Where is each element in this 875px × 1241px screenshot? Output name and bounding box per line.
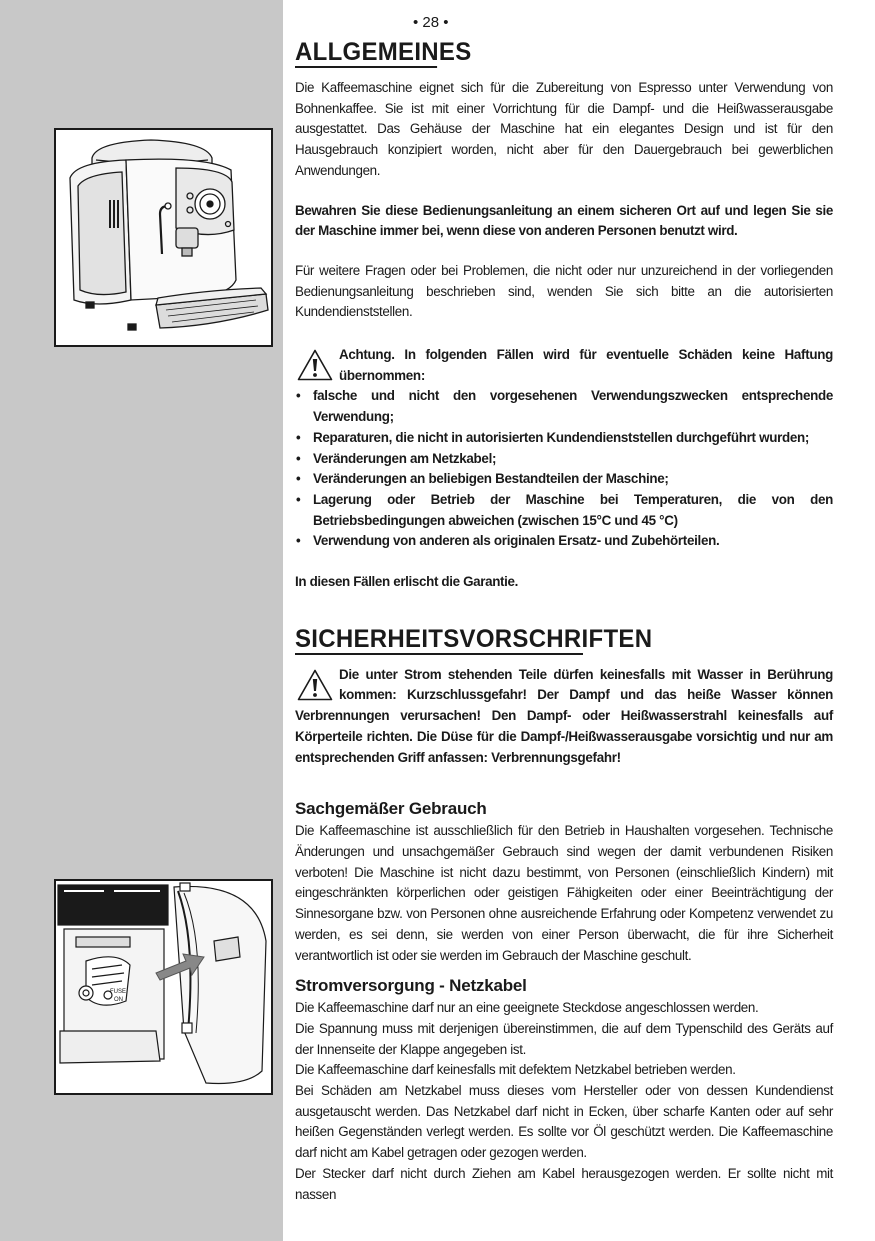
on-label: ON [114, 997, 123, 1003]
service-door-figure [54, 879, 273, 1095]
section-title-sicherheit: SICHERHEITSVORSCHRIFTEN [295, 624, 653, 653]
warning-triangle-icon [297, 349, 333, 381]
power-line: Die Kaffeemaschine darf keinesfalls mit defektem Netzkabel betrieben werden. [295, 1062, 736, 1078]
power-line: Bei Schäden am Netzkabel muss dieses vom Hersteller oder von dessen Kundendienst ausgetauscht werden. Das Netzkabel darf nicht in Ecken, über scharfe Kanten oder auf sehr heißen Gegenständen verlegt werden. Es sollte vor Öl geschützt werden. Die Kaffeemaschine darf nicht am Kabel getragen oder gezogen werden. [295, 1083, 833, 1161]
keep-manual-paragraph: Bewahren Sie diese Bedienungsanleitung an einem sicheren Ort auf und legen Sie sie der Maschine immer bei, wenn diese von anderen Personen benutzt wird. [295, 202, 833, 239]
subsection-title-strom: Stromversorgung - Netzkabel [295, 976, 527, 996]
list-item: • Reparaturen, die nicht in autorisierten Kundendienststellen durchgeführt wurden; [295, 428, 833, 449]
safety-warning-text: Die unter Strom stehenden Teile dürfen keinesfalls mit Wasser in Berührung kommen: Kurzschlussgefahr! Der Dampf und das heiße Wasser können Verbrennungen verursachen! Den Dampf- oder Heißwasserstrahl keinesfalls auf Körperteile richten. Die Düse für die Dampf-/Heißwasserausgabe vorsichtig und nur am entsprechenden Griff anfassen: Verbrennungsgefahr! [295, 666, 833, 765]
coffee-machine-figure [54, 128, 273, 347]
warning-triangle-icon [297, 669, 333, 701]
safety-warning [295, 665, 833, 769]
coffee-machine-drawing [56, 130, 271, 345]
main-content [295, 38, 833, 1205]
section-title-allgemeines: ALLGEMEINES [295, 38, 472, 66]
fuse-label: FUSE [110, 989, 127, 995]
subsection-title-gebrauch: Sachgemäßer Gebrauch [295, 799, 487, 819]
list-item: • Veränderungen an beliebigen Bestandteilen der Maschine; [295, 469, 833, 490]
intro-paragraph: Die Kaffeemaschine eignet sich für die Zubereitung von Espresso unter Verwendung von Bohnenkaffee. Sie ist mit einer Vorrichtung für die Dampf- und die Heißwasserausgabe ausgestattet. Das Gehäuse der Maschine hat ein elegantes Design und ist für den Hausgebrauch konzipiert worden, nicht aber für den Dauergebrauch bei gewerblichen Anwendungen. [295, 80, 833, 178]
liability-warning [295, 345, 833, 386]
list-item: • Verwendung von anderen als originalen Ersatz- und Zubehörteilen. [295, 531, 833, 552]
power-line: Der Stecker darf nicht durch Ziehen am Kabel herausgezogen werden. Er sollte nicht mit nassen [295, 1165, 833, 1202]
liability-list [295, 386, 833, 552]
power-line: Die Spannung muss mit derjenigen übereinstimmen, die auf dem Typenschild des Geräts auf der Innenseite der Klappe angegeben ist. [295, 1020, 833, 1057]
page-number: • 28 • [413, 14, 449, 31]
guarantee-note: In diesen Fällen erlischt die Garantie. [295, 574, 518, 590]
list-item: • Veränderungen am Netzkabel; [295, 449, 833, 470]
list-item: • Lagerung oder Betrieb der Maschine bei Temperaturen, die von den Betriebsbedingungen abweichen (zwischen 15°C und 45 °C) [295, 490, 833, 531]
power-line: Die Kaffeemaschine darf nur an eine geeignete Steckdose angeschlossen werden. [295, 1000, 759, 1016]
liability-warning-text: Achtung. In folgenden Fällen wird für eventuelle Schäden keine Haftung übernommen: [339, 347, 833, 383]
service-door-drawing [56, 881, 271, 1093]
questions-paragraph: Für weitere Fragen oder bei Problemen, die nicht oder nur unzureichend in der vorliegenden Bedienungsanleitung beschrieben sind, wenden Sie sich bitte an die autorisierten Kundendienststellen. [295, 262, 833, 320]
list-item: • falsche und nicht den vorgesehenen Verwendungszwecken entsprechende Verwendung; [295, 386, 833, 427]
usage-paragraph: Die Kaffeemaschine ist ausschließlich für den Betrieb in Haushalten vorgesehen. Technische Änderungen und unsachgemäßer Gebrauch sind wegen der damit verbundenen Risiken verboten! Die Maschine ist nicht dazu bestimmt, von Personen (einschließlich Kindern) mit eingeschränkten körperlichen oder geistigen Fähigkeiten oder einer Beeinträchtigung der Sinnesorgane bzw. von Personen ohne ausreichende Erfahrung oder Kompetenz verwendet zu werden, es sei denn, sie werden von einer Person überwacht, die für ihre Sicherheit verantwortlich ist oder sie werden im Gebrauch der Maschine geschult. [295, 823, 833, 963]
